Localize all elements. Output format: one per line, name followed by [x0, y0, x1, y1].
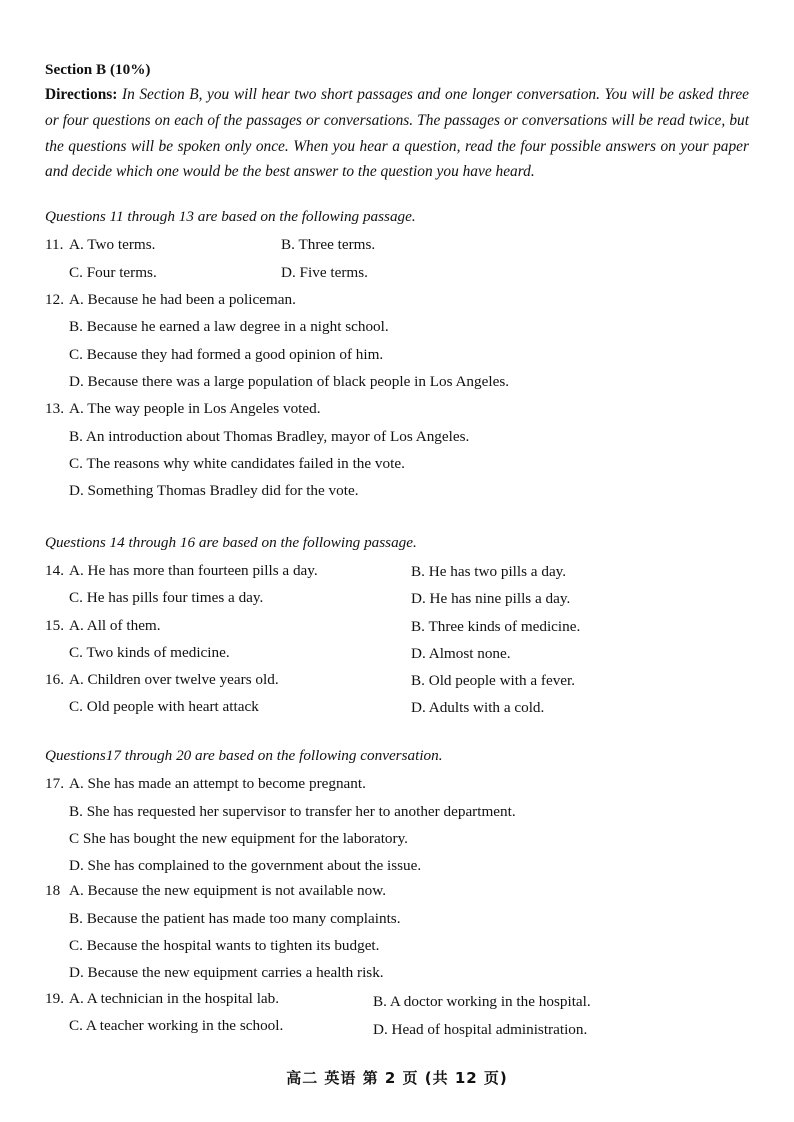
option: D. She has complained to the government about the issue.: [69, 857, 422, 874]
option: A. The way people in Los Angeles voted.: [69, 400, 321, 417]
option: D. Head of hospital administration.: [373, 1021, 588, 1038]
option: C. A teacher working in the school.: [69, 1017, 284, 1034]
option: D. Because the new equipment carries a health risk.: [69, 964, 384, 981]
option: C. The reasons why white candidates failed in the vote.: [69, 455, 405, 472]
question-number: 18: [45, 882, 61, 899]
question-number: 19.: [45, 990, 64, 1007]
option: B. Three kinds of medicine.: [411, 618, 581, 635]
directions-label: Directions:: [45, 86, 118, 103]
option: C. Because they had formed a good opinion of him.: [69, 346, 384, 363]
option: D. Adults with a cold.: [411, 699, 545, 716]
question-number: 17.: [45, 775, 64, 792]
group-intro: Questions 11 through 13 are based on the following passage.: [45, 208, 416, 225]
section-title: Section B (10%): [45, 61, 151, 78]
option: B. Old people with a fever.: [411, 672, 576, 689]
option: C She has bought the new equipment for the laboratory.: [69, 830, 408, 847]
option: A. Children over twelve years old.: [69, 671, 279, 688]
option: C. He has pills four times a day.: [69, 589, 264, 606]
option: B. Three terms.: [281, 236, 376, 253]
page-footer: 高二 英语 第 2 页 (共 12 页): [286, 1069, 508, 1087]
option: A. All of them.: [69, 617, 161, 634]
option: D. Because there was a large population of black people in Los Angeles.: [69, 373, 510, 390]
option: C. Because the hospital wants to tighten its budget.: [69, 937, 380, 954]
question-number: 14.: [45, 562, 64, 579]
question-number: 13.: [45, 400, 64, 417]
option: B. A doctor working in the hospital.: [373, 993, 591, 1010]
question-number: 12.: [45, 291, 64, 308]
question-number: 11.: [45, 236, 64, 253]
option: B. An introduction about Thomas Bradley, mayor of Los Angeles.: [69, 428, 470, 445]
option: C. Old people with heart attack: [69, 698, 259, 715]
option: A. Because he had been a policeman.: [69, 291, 296, 308]
directions-text: In Section B, you will hear two short passages and one longer conversation. You will be asked three or four questions on each of the passages or conversations. The passages or conversations will be read twice, but the questions will be spoken only once. When you hear a question, read the four possible answers on your paper and decide which one would be the best answer to the question you have heard.: [45, 86, 750, 181]
option: B. Because he earned a law degree in a night school.: [69, 318, 389, 335]
option: C. Four terms.: [69, 264, 157, 281]
option: A. She has made an attempt to become pregnant.: [69, 775, 366, 792]
option: B. She has requested her supervisor to transfer her to another department.: [69, 803, 516, 820]
option: D. He has nine pills a day.: [411, 590, 571, 607]
group-intro: Questions17 through 20 are based on the following conversation.: [45, 747, 443, 764]
question-number: 15.: [45, 617, 64, 634]
option: D. Five terms.: [281, 264, 368, 281]
directions: [45, 82, 749, 185]
option: B. He has two pills a day.: [411, 563, 567, 580]
option: A. Because the new equipment is not available now.: [69, 882, 387, 899]
group-intro: Questions 14 through 16 are based on the following passage.: [45, 534, 417, 551]
option: B. Because the patient has made too many complaints.: [69, 910, 401, 927]
option: D. Something Thomas Bradley did for the vote.: [69, 482, 359, 499]
option: A. Two terms.: [69, 236, 156, 253]
option: A. He has more than fourteen pills a day.: [69, 562, 318, 579]
option: A. A technician in the hospital lab.: [69, 990, 280, 1007]
question-number: 16.: [45, 671, 64, 688]
option: C. Two kinds of medicine.: [69, 644, 230, 661]
option: D. Almost none.: [411, 645, 511, 662]
